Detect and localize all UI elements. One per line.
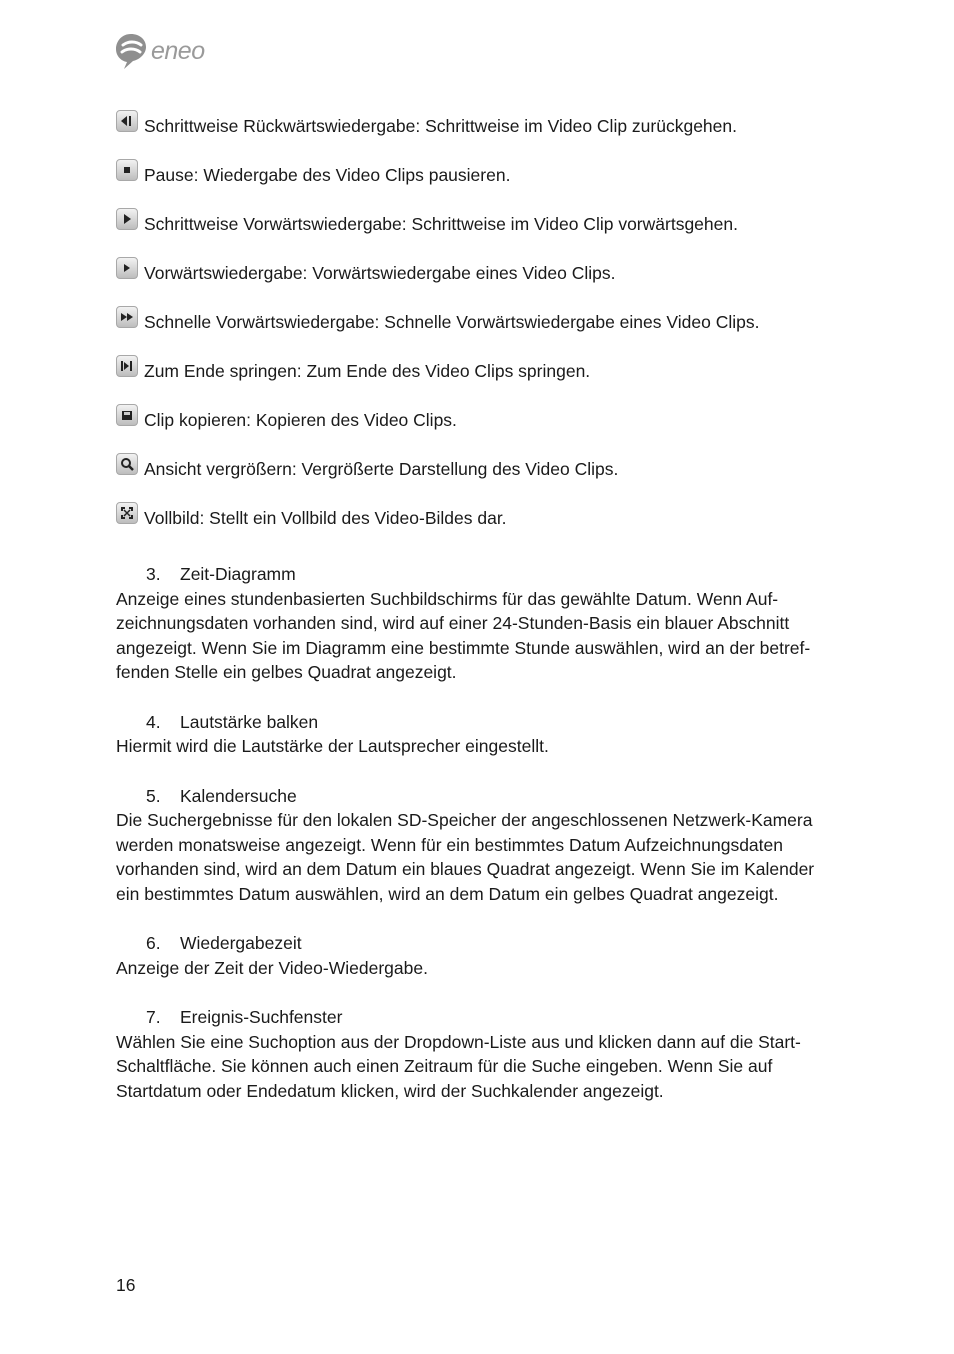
- section-body: Anzeige der Zeit der Video-Wiedergabe.: [116, 957, 428, 978]
- section-calendar-search: [116, 784, 886, 907]
- numbered-sections: [116, 562, 886, 1128]
- section-body: Anzeige eines stundenbasierten Suchbildschirms für das gewählte Datum. Wenn Auf- zeichnungsdaten vorhanden sind, wird auf einer 24-Stunden-Basis ein blauer Abschnitt angezeigt. Wenn Sie im Diagramm eine bestimmte Stunde auswählen, wird an der betref- fenden Stelle ein gelbes Quadrat angezeigt.: [116, 588, 811, 682]
- list-item: [116, 457, 896, 481]
- control-description: Zum Ende springen: Zum Ende des Video Clips springen.: [144, 360, 591, 381]
- section-title: Kalendersuche: [180, 785, 297, 806]
- zoom-icon: [116, 453, 138, 475]
- control-description: Schrittweise Vorwärtswiedergabe: Schrittweise im Video Clip vorwärtsgehen.: [144, 213, 738, 234]
- section-title: Zeit-Diagramm: [180, 564, 296, 584]
- fullscreen-icon: [116, 502, 138, 524]
- section-playback-time: [116, 931, 886, 980]
- section-number: 4.: [146, 711, 161, 732]
- section-heading: [116, 710, 886, 735]
- eneo-logo: [114, 30, 224, 72]
- control-description: Vollbild: Stellt ein Vollbild des Video-Bildes dar.: [144, 507, 507, 528]
- control-description: Schrittweise Rückwärtswiedergabe: Schrittweise im Video Clip zurückgehen.: [144, 115, 737, 136]
- play-icon: [116, 257, 138, 279]
- page-number: 16: [116, 1275, 136, 1295]
- playback-controls-list: [116, 114, 896, 555]
- section-title: Ereignis-Suchfenster: [180, 1007, 343, 1027]
- section-number: 3.: [146, 564, 161, 584]
- list-item: [116, 212, 896, 236]
- list-item: [116, 408, 896, 432]
- skip-to-end-icon: [116, 355, 138, 377]
- control-description: Ansicht vergrößern: Vergrößerte Darstellung des Video Clips.: [144, 458, 619, 479]
- section-number: 6.: [146, 933, 161, 953]
- step-backward-icon: [116, 110, 138, 132]
- section-body: Die Suchergebnisse für den lokalen SD-Speicher der angeschlossenen Netzwerk-Kamera werden monatsweise angezeigt. Wenn für ein bestimmtes Datum Aufzeichnungsdaten vorhanden sind, wird an dem Datum ein blaues Quadrat angezeigt. Wenn Sie im Kalender ein bestimmtes Datum auswählen, wird an dem Datum ein gelbes Quadrat angezeigt.: [116, 810, 815, 904]
- section-heading: [116, 1005, 886, 1030]
- section-time-diagram: [116, 562, 886, 685]
- section-number: 5.: [146, 785, 161, 806]
- section-volume-bar: [116, 710, 886, 759]
- section-heading: [116, 931, 886, 956]
- list-item: [116, 261, 896, 285]
- section-number: 7.: [146, 1007, 161, 1027]
- list-item: [116, 310, 896, 334]
- control-description: Schnelle Vorwärtswiedergabe: Schnelle Vorwärtswiedergabe eines Video Clips.: [144, 311, 760, 332]
- logo-text: eneo: [151, 36, 205, 65]
- control-description: Clip kopieren: Kopieren des Video Clips.: [144, 409, 457, 430]
- section-event-search-window: [116, 1005, 886, 1103]
- list-item: [116, 114, 896, 138]
- list-item: [116, 163, 896, 187]
- control-description: Pause: Wiedergabe des Video Clips pausieren.: [144, 164, 511, 185]
- step-forward-icon: [116, 208, 138, 230]
- control-description: Vorwärtswiedergabe: Vorwärtswiedergabe eines Video Clips.: [144, 262, 616, 283]
- pause-icon: [116, 159, 138, 181]
- section-heading: [116, 562, 886, 587]
- section-title: Wiedergabezeit: [180, 933, 302, 953]
- list-item: [116, 359, 896, 383]
- list-item: [116, 506, 896, 530]
- eneo-logo-icon: [114, 31, 148, 71]
- copy-clip-icon: [116, 404, 138, 426]
- fast-forward-icon: [116, 306, 138, 328]
- section-title: Lautstärke balken: [180, 711, 319, 732]
- section-heading: [116, 784, 886, 809]
- section-body: Hiermit wird die Lautstärke der Lautsprecher eingestellt.: [116, 736, 549, 756]
- section-body: Wählen Sie eine Suchoption aus der Dropdown-Liste aus und klicken dann auf die Start- Schaltfläche. Sie können auch einen Zeitraum für die Suche eingeben. Wenn Sie auf Startdatum oder Endedatum klicken, wird der Suchkalender angezeigt.: [116, 1031, 801, 1101]
